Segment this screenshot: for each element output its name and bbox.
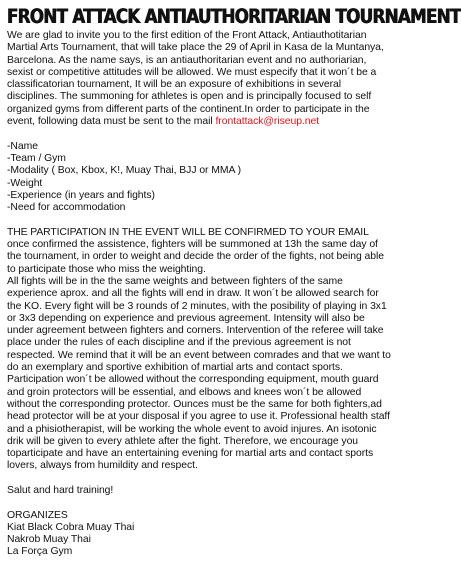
- list-item: -Weight: [7, 177, 43, 189]
- flyer-body: [7, 30, 393, 559]
- confirmation-paragraph: once confirmed the assistence, fighters will be summoned at 13h the same day of the tournament, in order to weight and decide the order of the fights, not being able to participate those who miss the weighting.: [7, 239, 384, 275]
- page-title: FRONT ATTACK ANTIAUTHORITARIAN TOURNAMENT: [7, 5, 461, 28]
- list-item: -Experience (in years and fights): [7, 189, 155, 201]
- contact-email-link[interactable]: frontattack@riseup.net: [215, 116, 320, 128]
- list-item: Nakrob Muay Thai: [7, 534, 91, 546]
- list-item: Kiat Black Cobra Muay Thai: [7, 521, 135, 533]
- organizers-heading: ORGANIZES: [7, 509, 68, 521]
- list-item: -Need for accommodation: [7, 202, 126, 214]
- spacer: [7, 214, 393, 226]
- spacer: [7, 473, 393, 485]
- list-item: -Modality ( Box, Kbox, K!, Muay Thai, BJJ or MMA ): [7, 165, 242, 177]
- intro-text: We are glad to invite you to the first edition of the Front Attack, Antiauthotitarian Martial Arts Tournament, that will take place the 29 of April in Kasa de la Muntanya, Barcelona. As the name says, is an antiauthoritarian event and no authoriarian, sexist or competitive attitudes will be allowed. We must especify that it won´t be a classificatorian tournament, It will be an exposure of exhibitions in several disciplines. The summoning for athletes is open and is principally focused to self organized gyms from different parts of the continent.In order to participate in the event, following data must be sent to the mail: [7, 30, 384, 128]
- rules-paragraph: All fights will be in the the same weights and between fighters of the same experience aprox. and all the fights will end in draw. It won´t be allowed search for the KO. Every fight will be 3 rounds of 2 minutes, with the posibility of playing in 3x1 or 3x3 depending on experience and previous agreement. Intensity will also be under agreement between fighters and corners. Intervention of the referee will take place under the rules of each discipline and if the previous agreement is not respected. We remind that it will be an event between comrades and that we want to do an exemplary and sportive exhibition of martial arts and contact sports. Participation won´t be allowed without the corresponding equipment, mouth guard and groin protectors will be essential, and elbows and knees won´t be allowed without the corresponding protector. Ounces must be the same for both fighters,ad head protector will be at your disposal if you agree to use it. Professional health staff and a phisiotherapist, will be working the whole event to avoid injures. An isotonic drik will be given to every athlete after the fight. Therefore, we encourage you toparticipate and have an entertaining evening for martial arts and contact sports lovers, always from humildity and respect.: [7, 275, 391, 472]
- list-item: -Team / Gym: [7, 152, 66, 164]
- intro-paragraph: [7, 30, 393, 128]
- spacer: [7, 497, 393, 509]
- organizers-list: [7, 522, 393, 559]
- flyer-page: [7, 5, 461, 559]
- confirmation-notice: THE PARTICIPATION IN THE EVENT WILL BE CONFIRMED TO YOUR EMAIL: [7, 226, 369, 238]
- closing-line: Salut and hard training!: [7, 484, 114, 496]
- list-item: -Name: [7, 140, 38, 152]
- required-data-list: [7, 141, 393, 215]
- spacer: [7, 128, 393, 140]
- list-item: La Força Gym: [7, 546, 73, 558]
